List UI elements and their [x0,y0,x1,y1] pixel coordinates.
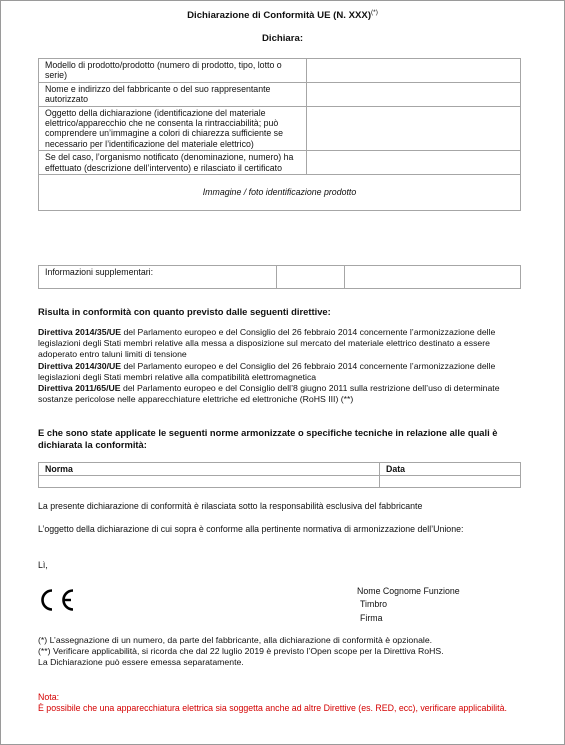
signatory-name: Nome Cognome Funzione [357,586,460,596]
table-row [39,82,521,106]
directive-text: del Parlamento europeo e del Consiglio del 26 febbraio 2014 concernente l’armonizzazione delle legislazioni degli Stati membri relative alla messa a disposizione sul mercato del materiale elettrico destinato a essere adoperato entro taluni limiti di tensione [38,327,496,360]
document-title [0,9,565,21]
title-text: Dichiarazione di Conformità UE (N. XXX) [187,10,372,22]
footnote: La Dichiarazione può essere emessa separatamente. [38,657,244,667]
extra-info-field-2[interactable] [345,266,521,289]
product-info-table [38,58,521,211]
manufacturer-value[interactable] [307,82,521,106]
product-image-placeholder[interactable]: Immagine / foto identificazione prodotto [39,175,521,211]
table-row [39,175,521,211]
footnote: (**) Verificare applicabilità, si ricorda che dal 22 luglio 2019 è previsto l’Open scope per la Direttiva RoHS. [38,646,444,656]
warning-note [38,692,528,714]
footnotes [38,635,528,668]
directive-name: Direttiva 2014/35/UE [38,327,122,337]
directives-list [38,327,528,405]
extra-info-field-1[interactable] [277,266,345,289]
column-header-norma: Norma [39,463,380,476]
norma-cell[interactable] [39,476,380,488]
ce-mark-icon [38,588,78,612]
directive-item [38,327,528,361]
stamp-label: Timbro [360,599,388,609]
data-cell[interactable] [380,476,521,488]
manufacturer-label: Nome e indirizzo del fabbricante o del suo rappresentante autorizzato [39,82,307,106]
standards-table [38,462,521,488]
table-row [39,266,521,289]
conformity-statement: L’oggetto della dichiarazione di cui sopra è conforme alla pertinente normativa di armonizzazione dell’Unione: [38,524,464,534]
directive-text: del Parlamento europeo e del Consiglio del 26 febbraio 2014 concernente l’armonizzazione delle legislazioni degli Stati membri relative alla compatibilità elettromagnetica [38,360,496,382]
signature-label: Firma [360,613,383,623]
extra-info-label: Informazioni supplementari: [39,266,277,289]
table-row [39,59,521,83]
declaration-object-label: Oggetto della dichiarazione (identificazione del materiale elettrico/apparecchio che ne consenta la rintracciabilità; può comprendere un’immagine a colori di chiarezza sufficiente se necessario per l’identificazione del materiale elettrico) [39,106,307,151]
table-row [39,476,521,488]
place-date-label: Lì, [38,560,48,570]
directive-item [38,383,528,405]
directive-name: Direttiva 2011/65/UE [38,383,121,394]
document-subtitle: Dichiara: [261,33,304,44]
notified-body-label: Se del caso, l’organismo notificato (denominazione, numero) ha effettuato (descrizione dell’intervento) e rilasciato il certificato [39,151,307,175]
extra-info-table [38,265,521,289]
product-model-label: Modello di prodotto/prodotto (numero di prodotto, tipo, lotto o serie) [39,59,307,83]
column-header-data: Data [380,463,521,476]
directives-heading: Risulta in conformità con quanto previsto dalle seguenti direttive: [38,306,331,317]
warning-text: È possibile che una apparecchiatura elettrica sia soggetta anche ad altre Direttive (es. RED, ecc), verificare applicabilità. [38,703,507,713]
directive-name: Direttiva 2014/30/UE [38,360,122,371]
table-row [39,151,521,175]
title-footnote-mark: (*) [371,9,378,16]
table-row [39,106,521,151]
table-header-row [39,463,521,476]
directive-text: del Parlamento europeo e del Consiglio dell’8 giugno 2011 sulla restrizione dell’uso di determinate sostanze pericolose nelle apparecchiature elettriche ed elettroniche (RoHS III) (**) [38,383,500,405]
declaration-object-value[interactable] [307,106,521,151]
footnote: (*) L’assegnazione di un numero, da parte del fabbricante, alla dichiarazione di conformità è opzionale. [38,635,433,645]
responsibility-statement: La presente dichiarazione di conformità è rilasciata sotto la responsabilità esclusiva del fabbricante [38,501,423,511]
notified-body-value[interactable] [307,151,521,175]
warning-label: Nota: [38,692,60,702]
standards-heading: E che sono state applicate le seguenti norme armonizzate o specifiche tecniche in relazione alle quali è dichiarata la conformità: [38,427,498,450]
product-model-value[interactable] [307,59,521,83]
directive-item [38,361,528,383]
